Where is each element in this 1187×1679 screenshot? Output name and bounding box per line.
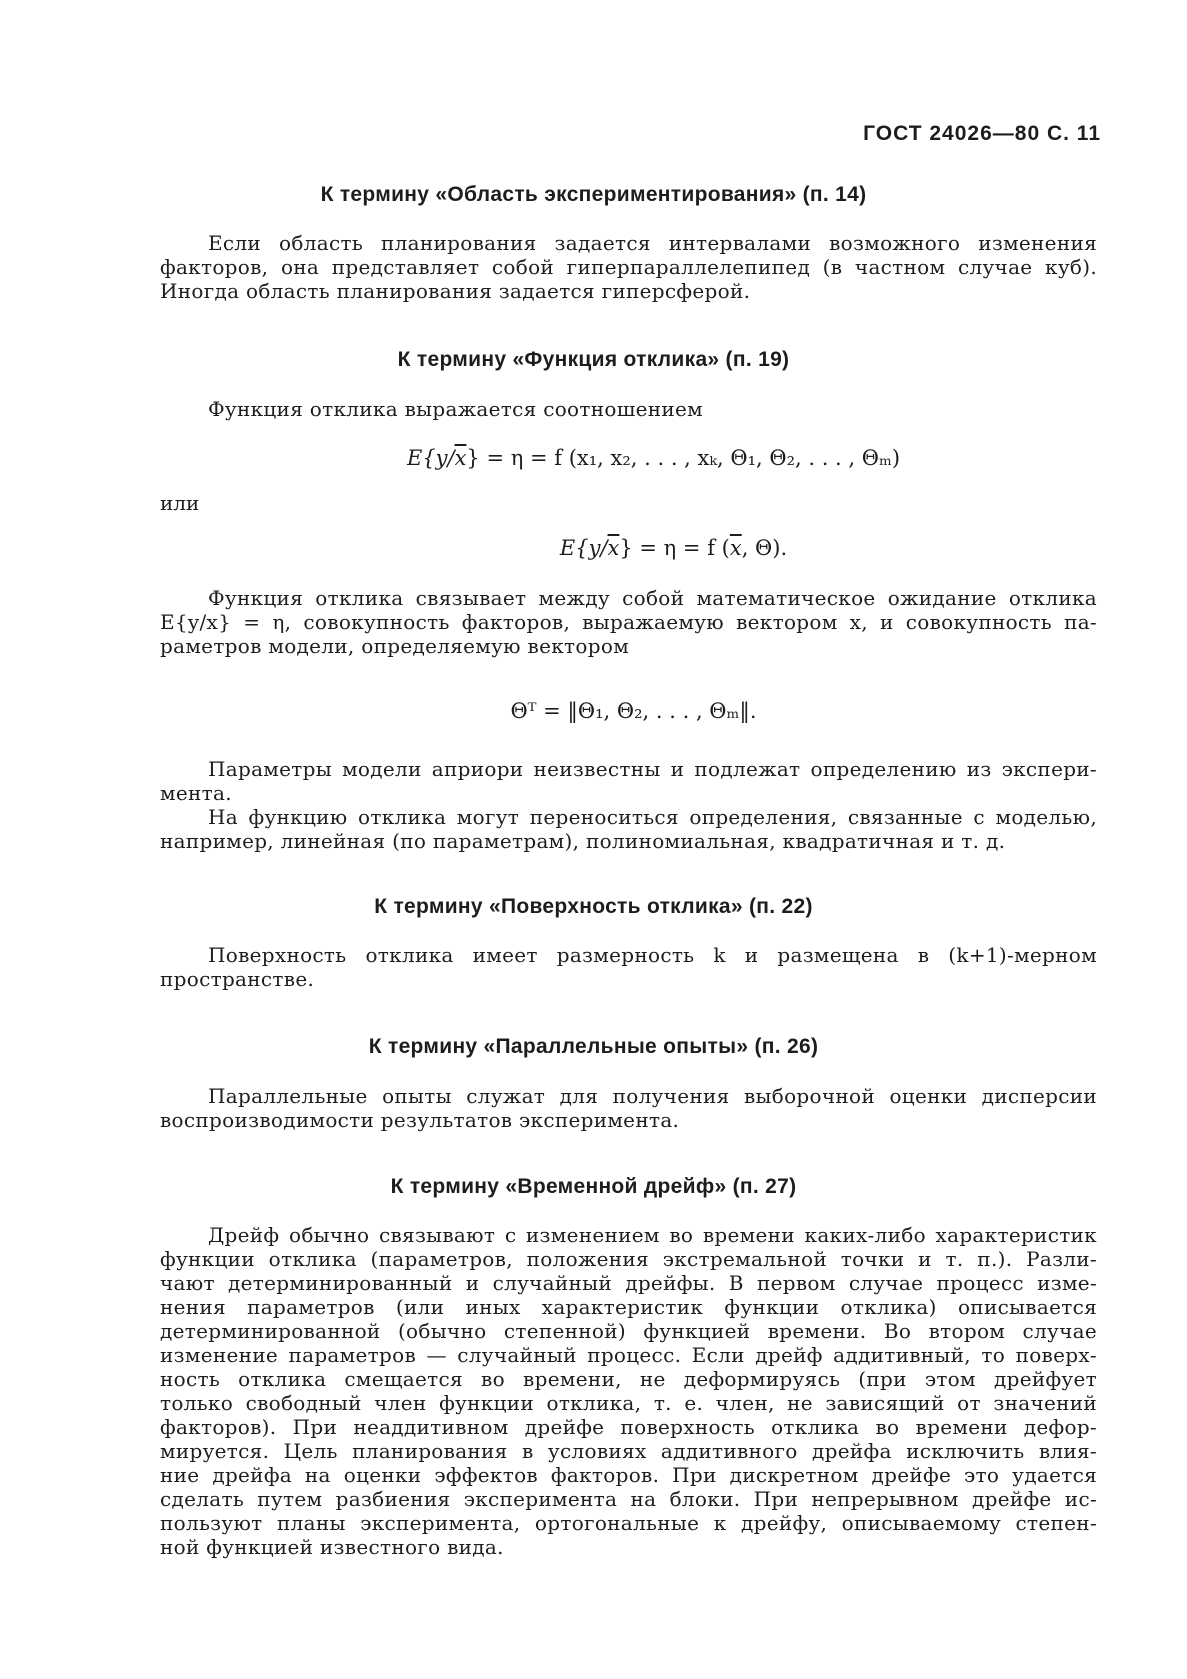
- section-heading-response-surface: К термину «Поверхность отклика» (п. 22): [374, 895, 813, 918]
- section-heading-time-drift: К термину «Временной дрейф» (п. 27): [390, 1175, 797, 1198]
- formula-response-2: $E\{y/\overline{x}\} = \eta = f$ ($\overline{x}$, Θ).: [559, 536, 788, 560]
- section-heading-response-function: К термину «Функция отклика» (п. 19): [397, 348, 790, 371]
- paragraph-time-drift: Дрейф обычно связывают с изменением во времени каких-либо характеристик функции отклика (параметров, положения экстремальной точки и т. п.). Разли- чают детерминированный и случайный дрейфы. В первом случае процесс изме- нения параметров (или иных характеристик функции отклика) описывается детерминированной (обычно степенной) функцией времени. Во втором случае изменение параметров — случайный процесс. Если дрейф аддитивный, то поверх- ность отклика смещается во времени, не деформируясь (при этом дрейфует только свободный член функции отклика, т. е. член, не зависящий от значений факторов). При неаддитивном дрейфе поверхность отклика во времени дефор- мируется. Цель планирования в условиях аддитивного дрейфа исключить влия- ние дрейфа на оценки эффектов факторов. При дискретном дрейфе это удается сделать путем разбиения эксперимента на блоки. При непрерывном дрейфе ис- пользуют планы эксперимента, ортогональные к дрейфу, описываемому степен- ной функцией известного вида.: [160, 1223, 1097, 1559]
- formula-response-1: $E\{y/\overline{x}\} = \eta = f$ (x₁, x₂, . . . , xₖ, Θ₁, Θ₂, . . . , Θₘ): [406, 446, 901, 470]
- section-heading-experiment-area: К термину «Область экспериментирования» (п. 14): [320, 183, 867, 206]
- page-header: ГОСТ 24026—80 С. 11: [863, 122, 1101, 145]
- paragraph-parallel-runs: Параллельные опыты служат для получения выборочной оценки дисперсии воспроизводимости результатов эксперимента.: [160, 1084, 1097, 1132]
- label-or: или: [160, 491, 200, 515]
- formula-parameter-vector: Θᵀ = ‖Θ₁, Θ₂, . . . , Θₘ‖.: [510, 699, 757, 723]
- paragraph-experiment-area: Если область планирования задается интервалами возможного изменения факторов, она представляет собой гиперпараллелепипед (в частном случае куб). Иногда область планирования задается гиперсферой.: [160, 231, 1097, 303]
- paragraph-parameters: Параметры модели априори неизвестны и подлежат определению из экспери- мента. На функцию отклика могут переноситься определения, связанные с моделью, например, линейная (по параметрам), полиномиальная, квадратичная и т. д.: [160, 757, 1097, 853]
- paragraph-response-description: Функция отклика связывает между собой математическое ожидание отклика E{y/x} = η, совокупность факторов, выражаемую вектором x, и совокупность па- раметров модели, определяемую вектором: [160, 586, 1097, 658]
- section-heading-parallel-runs: К термину «Параллельные опыты» (п. 26): [368, 1035, 819, 1058]
- paragraph-response-surface: Поверхность отклика имеет размерность k и размещена в (k+1)-мерном пространстве.: [160, 943, 1097, 991]
- paragraph-response-intro: Функция отклика выражается соотношением: [208, 397, 703, 421]
